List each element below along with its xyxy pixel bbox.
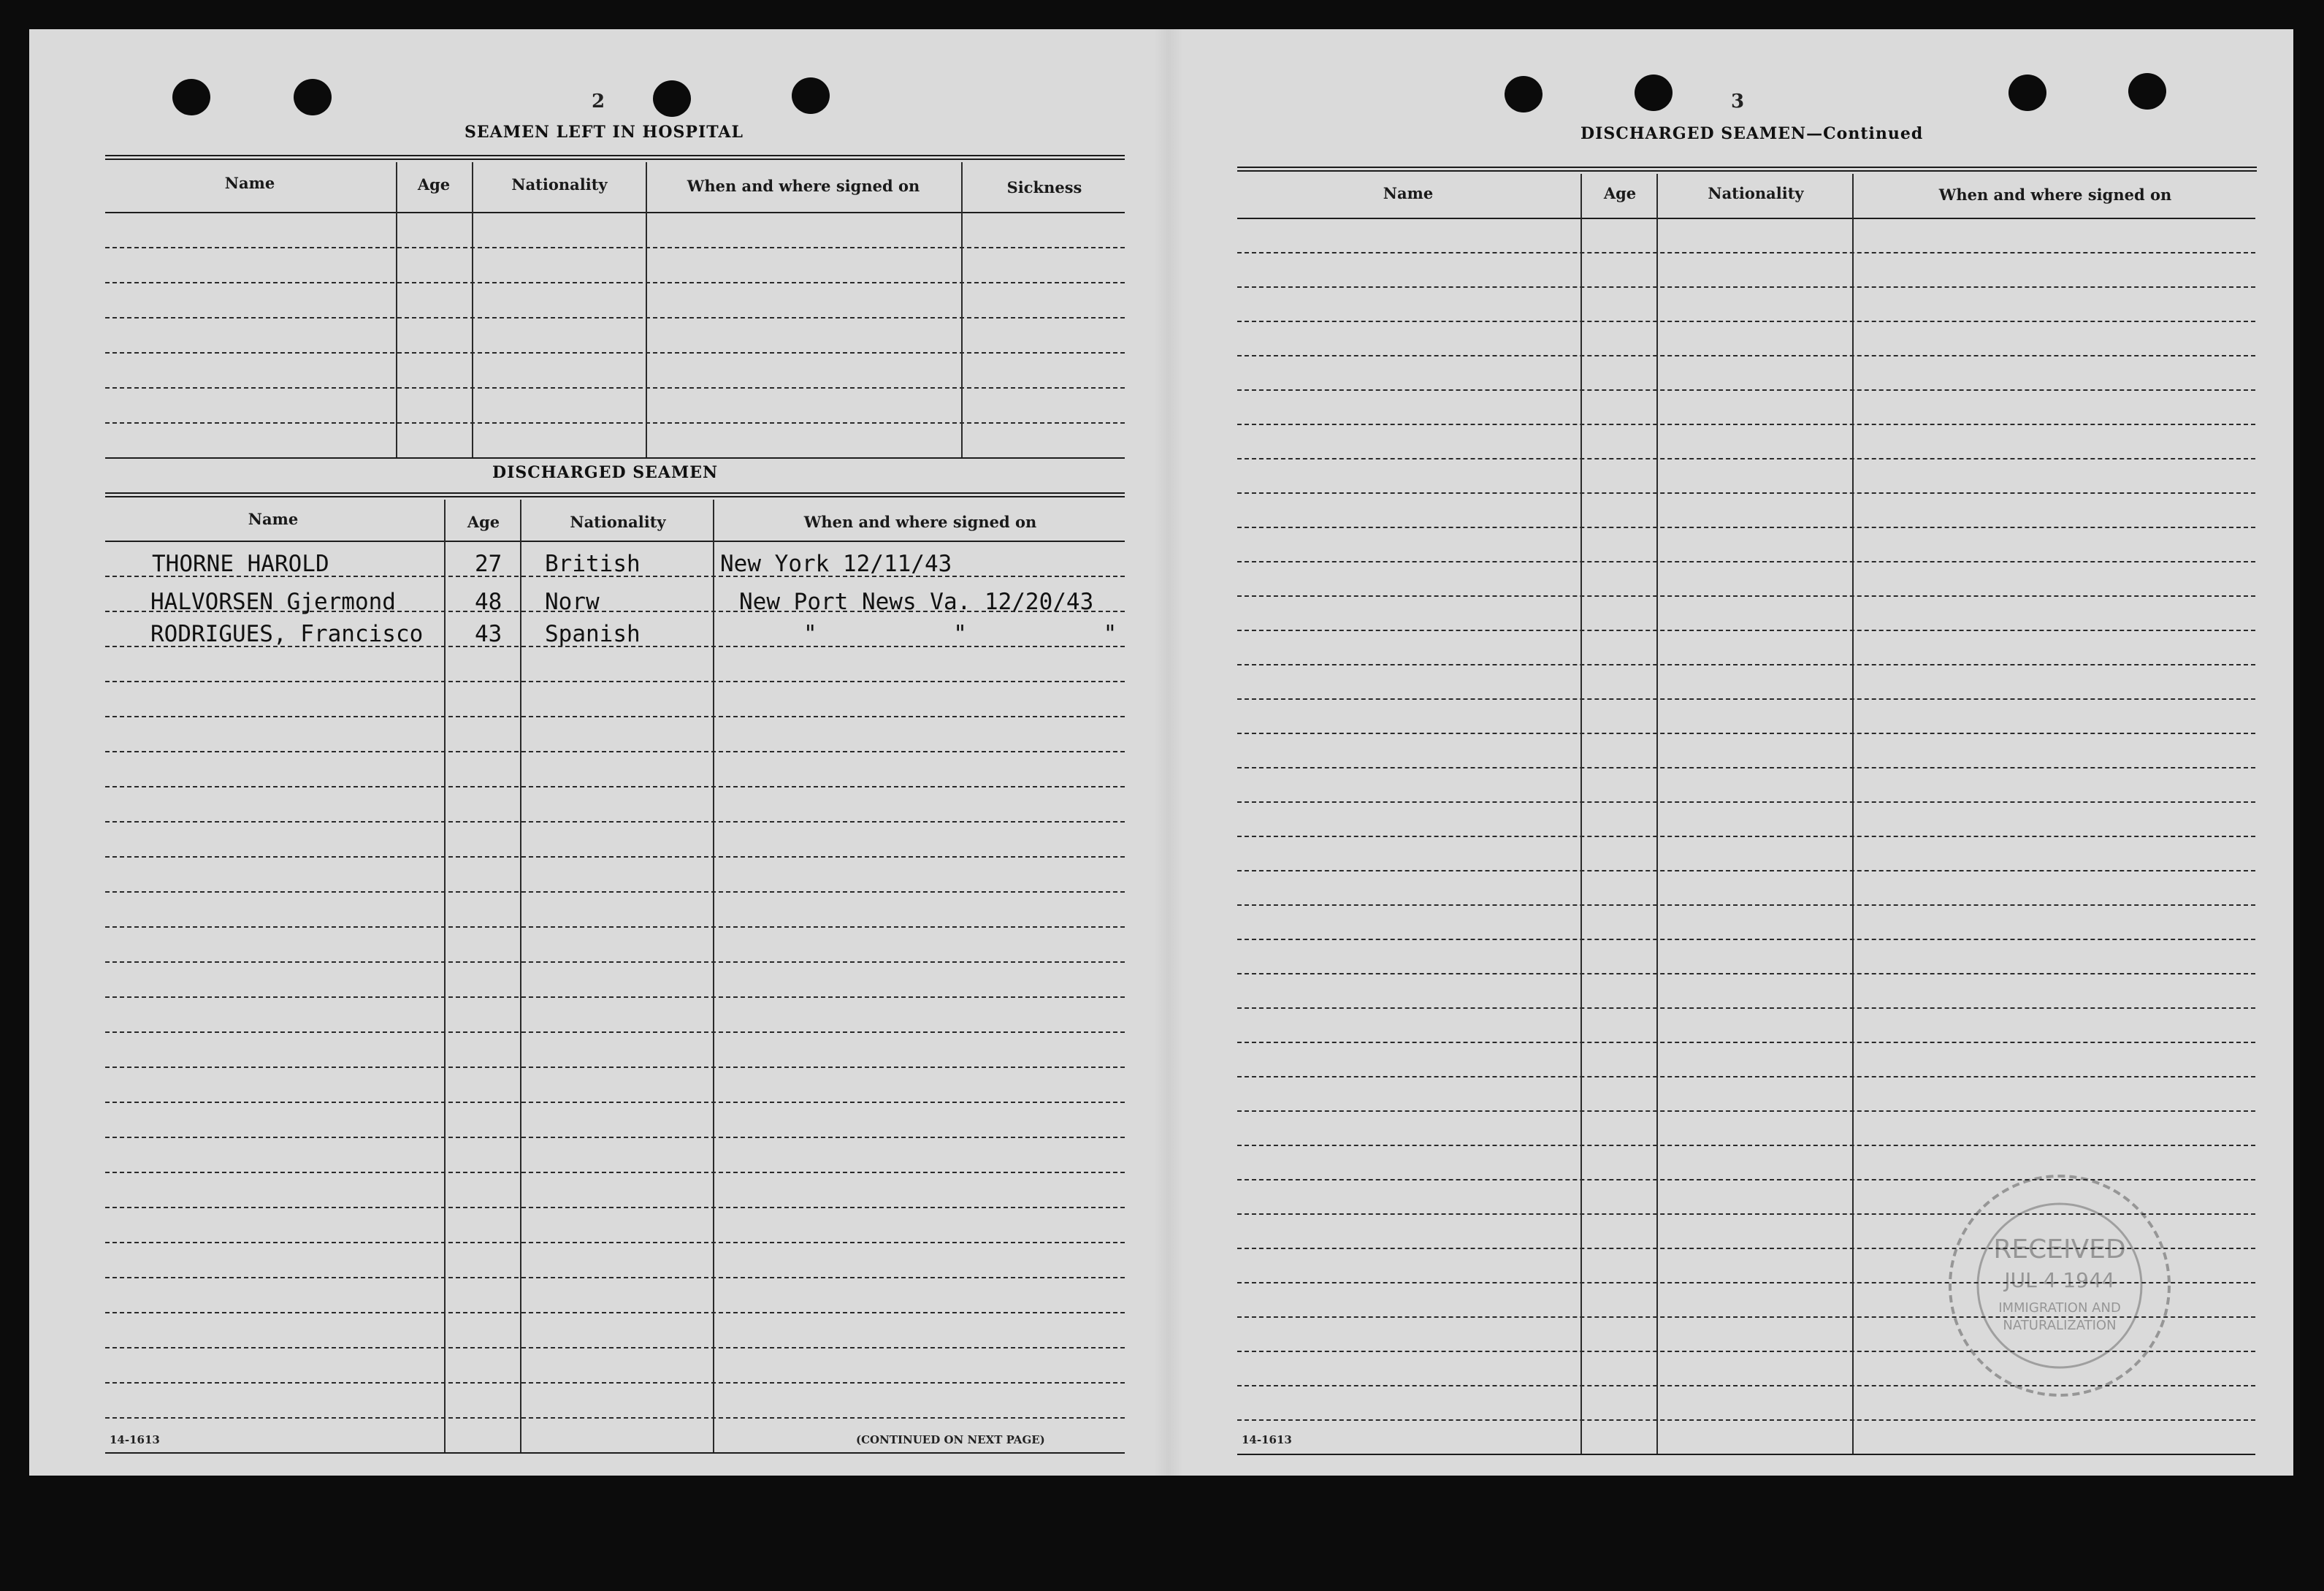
table-row-rule — [1237, 973, 2255, 974]
table-row-rule — [1237, 904, 2255, 906]
table-row-rule — [105, 1312, 1125, 1313]
table-row-rule — [1237, 1179, 2255, 1180]
table-row-rule — [105, 821, 1125, 823]
seaman-signed-on: New York 12/11/43 — [720, 551, 952, 577]
table-row-rule — [105, 856, 1125, 858]
table-row-rule — [105, 1067, 1125, 1068]
table-column-rule — [444, 500, 446, 1452]
stamp-received-text: RECEIVED — [1993, 1235, 2126, 1264]
left-footer-code: 14-1613 — [110, 1433, 160, 1446]
right-page-number: 3 — [1731, 91, 1745, 112]
table-row-rule — [1237, 355, 2255, 356]
table-row-rule — [105, 576, 1125, 577]
table-row-rule — [1237, 870, 2255, 871]
seaman-age: 43 — [475, 621, 502, 647]
table-row-rule — [105, 1242, 1125, 1243]
discharged-col-signed-on: When and where signed on — [803, 513, 1037, 531]
table-row-rule — [1237, 1076, 2255, 1077]
table-row-rule — [1237, 1419, 2255, 1421]
hospital-col-name: Name — [224, 174, 275, 192]
table-row-rule — [105, 751, 1125, 752]
table-row-rule — [105, 1102, 1125, 1103]
table-row-rule — [1237, 1213, 2255, 1215]
table-row-rule — [105, 387, 1125, 389]
table-row-rule — [105, 646, 1125, 647]
table-row-rule — [1237, 664, 2255, 665]
stamp-line-3: IMMIGRATION AND — [1998, 1300, 2121, 1316]
table-row-rule — [105, 352, 1125, 354]
table-row-rule — [105, 1172, 1125, 1173]
table-row-rule — [105, 891, 1125, 893]
discharged-col-name: Name — [248, 510, 299, 528]
punch-hole — [294, 79, 332, 115]
punch-hole — [2008, 75, 2046, 111]
right-col-nationality: Nationality — [1708, 184, 1804, 202]
table-row-rule — [1237, 286, 2255, 288]
right-col-age: Age — [1603, 184, 1637, 202]
table-column-rule — [1852, 174, 1854, 1454]
punch-hole — [792, 77, 830, 114]
page-fold — [1154, 29, 1183, 1476]
table-row-rule — [105, 961, 1125, 963]
table-column-rule — [646, 162, 647, 457]
table-row-rule — [1237, 252, 2255, 253]
table-column-rule — [961, 162, 963, 457]
seaman-name: RODRIGUES, Francisco — [150, 621, 424, 647]
table-row-rule — [105, 1277, 1125, 1278]
right-col-name: Name — [1383, 184, 1434, 202]
table-row-rule — [105, 1031, 1125, 1033]
table-column-rule — [396, 162, 397, 457]
table-row-rule — [105, 1207, 1125, 1208]
table-row-rule — [105, 1137, 1125, 1138]
table-row-rule — [105, 681, 1125, 682]
discharged-table-top-rule — [105, 492, 1125, 497]
right-col-signed-on: When and where signed on — [1938, 186, 2172, 204]
table-header-rule — [1237, 218, 2255, 219]
table-row-rule — [105, 1382, 1125, 1384]
punch-hole — [1635, 75, 1673, 111]
seaman-name: HALVORSEN Gjermond — [150, 589, 396, 615]
table-row-rule — [1237, 1248, 2255, 1249]
table-row-rule — [1237, 1385, 2255, 1386]
table-row-rule — [105, 996, 1125, 998]
table-row-rule — [1237, 458, 2255, 459]
hospital-col-sickness: Sickness — [1006, 178, 1082, 197]
punch-hole — [172, 79, 210, 115]
table-row-rule — [1237, 389, 2255, 391]
table-row-rule — [1237, 836, 2255, 837]
table-row-rule — [105, 611, 1125, 612]
table-row-rule — [1237, 733, 2255, 734]
table-row-rule — [1237, 767, 2255, 768]
table-row-rule — [105, 1347, 1125, 1348]
table-row-rule — [1237, 1110, 2255, 1112]
table-row-rule — [1237, 1351, 2255, 1352]
right-table-top-rule — [1237, 167, 2257, 172]
left-page-number: 2 — [592, 91, 605, 112]
table-row-rule — [105, 1452, 1125, 1454]
table-row-rule — [1237, 492, 2255, 494]
seaman-nationality: Spanish — [545, 621, 641, 647]
punch-hole — [2128, 73, 2166, 110]
table-row-rule — [1237, 321, 2255, 322]
table-row-rule — [105, 317, 1125, 318]
table-row-rule — [105, 422, 1125, 424]
table-column-rule — [520, 500, 521, 1452]
hospital-section-title: SEAMEN LEFT IN HOSPITAL — [465, 123, 744, 142]
table-row-rule — [105, 716, 1125, 717]
table-row-rule — [1237, 1042, 2255, 1043]
continued-note: (CONTINUED ON NEXT PAGE) — [856, 1433, 1045, 1446]
seaman-age: 48 — [475, 589, 502, 615]
hospital-col-nationality: Nationality — [511, 175, 608, 194]
table-row-rule — [105, 926, 1125, 928]
table-row-rule — [1237, 630, 2255, 631]
table-row-rule — [105, 1417, 1125, 1419]
table-row-rule — [105, 786, 1125, 787]
table-row-rule — [105, 282, 1125, 283]
table-row-rule — [1237, 1316, 2255, 1318]
table-column-rule — [472, 162, 473, 457]
seaman-signed-on: New Port News Va. 12/20/43 — [739, 589, 1094, 615]
punch-hole — [653, 80, 691, 117]
table-row-rule — [1237, 698, 2255, 700]
table-column-rule — [713, 500, 714, 1452]
table-row-rule — [1237, 1282, 2255, 1283]
table-header-rule — [105, 212, 1125, 213]
table-row-rule — [1237, 939, 2255, 940]
right-footer-code: 14-1613 — [1242, 1433, 1292, 1446]
table-row-rule — [1237, 424, 2255, 425]
table-row-rule — [1237, 561, 2255, 562]
discharged-col-age: Age — [467, 513, 500, 531]
table-row-rule — [1237, 1007, 2255, 1009]
document-sheet — [29, 29, 2293, 1476]
seaman-age: 27 — [475, 551, 502, 577]
hospital-col-age: Age — [417, 175, 451, 194]
table-row-rule — [1237, 595, 2255, 597]
seaman-nationality: Norw — [545, 589, 600, 615]
hospital-col-signed-on: When and where signed on — [687, 177, 920, 195]
table-row-rule — [105, 247, 1125, 248]
received-stamp — [1943, 1169, 2176, 1403]
punch-hole — [1505, 76, 1543, 112]
stamp-line-4: NATURALIZATION — [2003, 1318, 2117, 1333]
table-column-rule — [1580, 174, 1582, 1454]
table-row-rule — [1237, 1454, 2255, 1455]
discharged-col-nationality: Nationality — [570, 513, 666, 531]
table-row-rule — [1237, 801, 2255, 803]
table-row-rule — [1237, 527, 2255, 528]
continued-section-title: DISCHARGED SEAMEN—Continued — [1580, 124, 1924, 143]
seaman-nationality: British — [545, 551, 641, 577]
stamp-date-text: JUL 4 1944 — [2004, 1268, 2115, 1292]
table-header-rule — [105, 541, 1125, 542]
table-row-rule — [1237, 1145, 2255, 1146]
table-row-rule — [105, 457, 1125, 459]
hospital-table-top-rule — [105, 155, 1125, 160]
discharged-section-title: DISCHARGED SEAMEN — [492, 463, 719, 482]
seaman-name: THORNE HAROLD — [152, 551, 329, 577]
table-column-rule — [1656, 174, 1658, 1454]
seaman-signed-on: " " " — [803, 621, 1117, 647]
